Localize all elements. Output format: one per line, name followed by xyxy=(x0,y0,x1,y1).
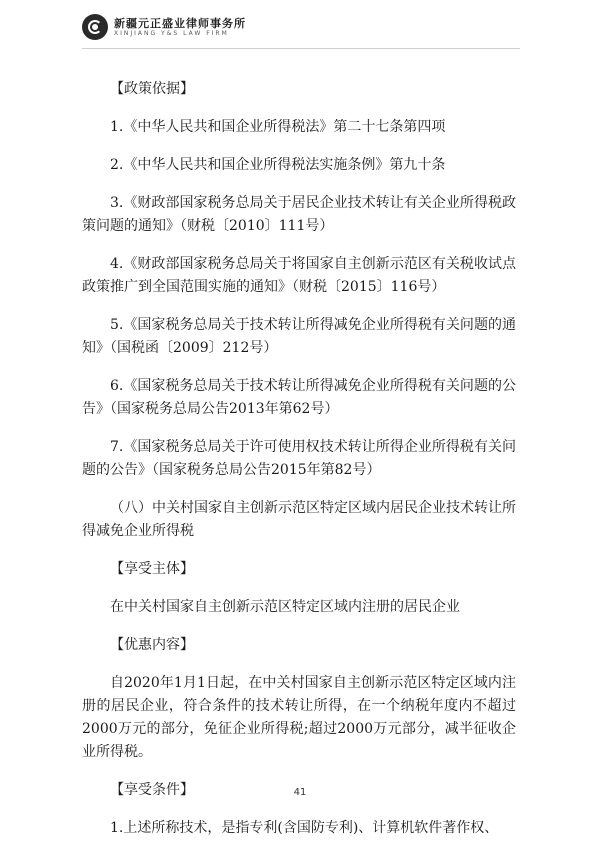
list-item: 5.《国家税务总局关于技术转让所得减免企业所得税有关问题的通知》（国税函〔2009〕212号） xyxy=(82,317,516,356)
subsection-title: （八）中关村国家自主创新示范区特定区域内居民企业技术转让所得减免企业所得税 xyxy=(82,500,516,539)
firm-name-en: XINJIANG Y&S LAW FIRM xyxy=(114,29,229,37)
section-heading-policy-basis: 【政策依据】 xyxy=(110,81,194,97)
firm-name-cn: 新疆元正盛业律师事务所 xyxy=(114,16,246,30)
firm-logo-icon xyxy=(82,14,108,40)
paragraph: 自2020年1月1日起，在中关村国家自主创新示范区特定区域内注册的居民企业，符合条件的技术转让所得，在一个纳税年度内不超过2000万元的部分，免征企业所得税;超过2000万元部分，减半征收企业所得税。 xyxy=(82,675,516,760)
firm-name xyxy=(114,17,246,38)
paragraph: 1.上述所称技术，是指专利(含国防专利)、计算机软件著作权、 xyxy=(110,820,499,836)
document-body xyxy=(82,78,516,855)
section-heading-conditions: 【享受条件】 xyxy=(110,782,194,798)
list-item: 6.《国家税务总局关于技术转让所得减免企业所得税有关问题的公告》（国家税务总局公告2013年第62号） xyxy=(82,378,516,417)
list-item: 4.《财政部国家税务总局关于将国家自主创新示范区有关税收试点政策推广到全国范围实施的通知》（财税〔2015〕116号） xyxy=(82,256,516,295)
page-number: 41 xyxy=(293,787,307,798)
list-item: 3.《财政部国家税务总局关于居民企业技术转让有关企业所得税政策问题的通知》（财税〔2010〕111号） xyxy=(82,195,516,234)
header-divider xyxy=(82,48,520,49)
section-heading-beneficiary: 【享受主体】 xyxy=(110,561,194,577)
list-item: 1.《中华人民共和国企业所得税法》第二十七条第四项 xyxy=(110,119,446,135)
section-heading-benefit: 【优惠内容】 xyxy=(110,637,194,653)
paragraph: 在中关村国家自主创新示范区特定区域内注册的居民企业 xyxy=(110,599,460,615)
letterhead xyxy=(82,14,246,40)
list-item: 7.《国家税务总局关于许可使用权技术转让所得企业所得税有关问题的公告》（国家税务总局公告2015年第82号） xyxy=(82,439,516,478)
list-item: 2.《中华人民共和国企业所得税法实施条例》第九十条 xyxy=(110,157,446,173)
